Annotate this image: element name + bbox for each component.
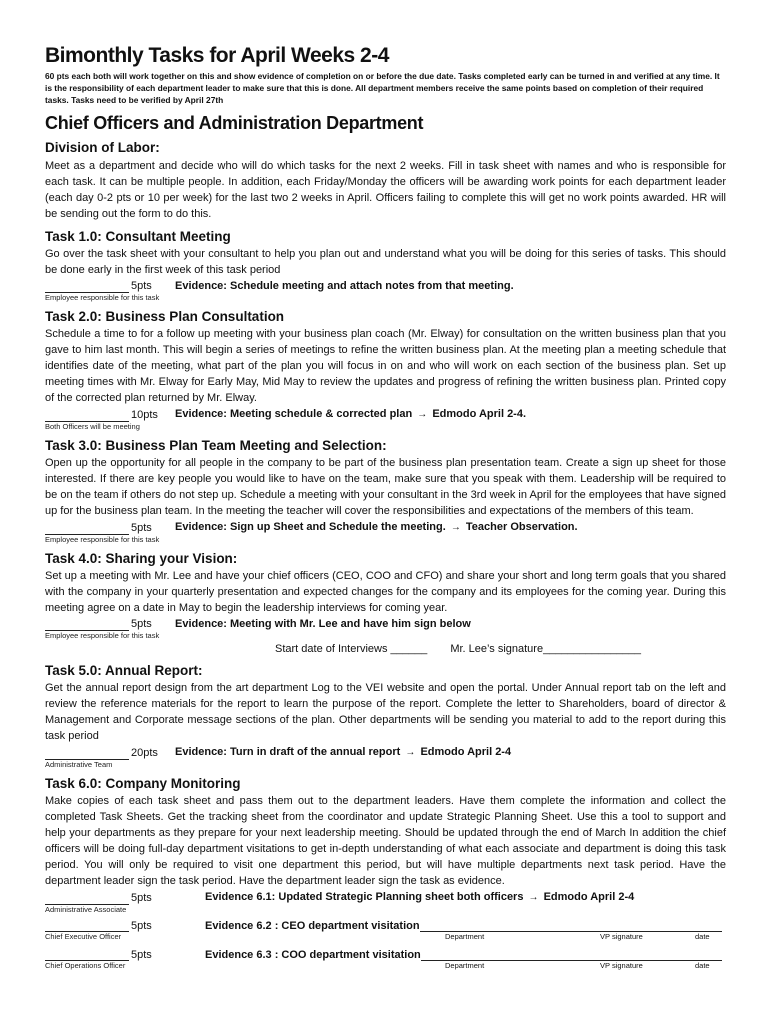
name-blank[interactable] xyxy=(45,281,129,293)
signature-line xyxy=(275,642,726,656)
points: 5pts xyxy=(131,618,152,630)
evidence-text: Evidence 6.3 : COO department visitation xyxy=(205,949,421,961)
evidence-after: Edmodo April 2-4 xyxy=(543,891,635,903)
role-label: Employee responsible for this task xyxy=(45,293,160,302)
start-date-field[interactable]: Start date of Interviews ______ xyxy=(275,643,428,655)
department-title: Chief Officers and Administration Department xyxy=(45,113,424,133)
sub-labels xyxy=(45,961,726,970)
evidence-row xyxy=(45,949,726,961)
task-4 xyxy=(45,550,726,656)
sub-labels xyxy=(45,932,726,941)
role-label: Chief Operations Officer xyxy=(45,961,126,970)
evidence-row xyxy=(45,407,726,422)
name-blank[interactable] xyxy=(45,410,129,422)
evidence-row xyxy=(45,617,726,631)
division-title: Division of Labor: xyxy=(45,140,160,155)
points: 5pts xyxy=(131,280,152,292)
task-5 xyxy=(45,662,726,769)
evidence-text xyxy=(175,520,578,535)
arrow-right-icon: → xyxy=(450,522,461,533)
task-text: Open up the opportunity for all people in the company to be part of the business plan presentation team. Create a sign up sheet for those interested. If there are key people you would like to have on the team, make sure that you speak with them. Leadership will be required to be on the team if others do not step up. Schedule a meeting with your consultant in the 3rd week in April for the employees that have signed up for the business plan team. In the meeting the teacher will cover the responsibilities and expectations of the members of this team. xyxy=(45,457,726,517)
name-blank[interactable] xyxy=(45,949,129,961)
lee-signature-field[interactable]: Mr. Lee’s signature________________ xyxy=(450,643,641,655)
role-label: Employee responsible for this task xyxy=(45,535,160,544)
evidence-row xyxy=(45,520,726,535)
task-text: Schedule a time to for a follow up meeting with your business plan coach (Mr. Elway) for consultation on the written business plan that you gave to him last month. This will begin a series of meetings to refine the written business plan. At the meeting plan a meeting schedule that identifies date of the meeting, what part of the plan you will focus in on and who will work on each section of the business plan. Set up meeting times with Mr. Elway for Early May, Mid May to review the updates and progress of refining the written business plan. Printed copy of the corrected plan returned by Mr. Elway. xyxy=(45,328,726,404)
task-1 xyxy=(45,228,726,302)
task-text: Get the annual report design from the art department Log to the VEI website and open the portal. Under Annual report tab on the left and review the reference materials for the report to learn the purpose of the report. Complete the letter to Shareholders, board of director & Management and Corporate message sections of the plan. Other departments will be sending you material to add to the report during this task period xyxy=(45,682,726,742)
evidence-text: Evidence: Schedule meeting and attach notes from that meeting. xyxy=(175,280,514,292)
role-label: Chief Executive Officer xyxy=(45,932,122,941)
division-section xyxy=(45,140,726,222)
evidence-row xyxy=(45,279,726,293)
arrow-right-icon: → xyxy=(528,892,539,903)
name-blank[interactable] xyxy=(45,748,129,760)
task-title: Task 4.0: Sharing your Vision: xyxy=(45,551,238,566)
vp-signature-label: VP signature xyxy=(600,961,643,970)
task-3 xyxy=(45,437,726,544)
task-title: Task 2.0: Business Plan Consultation xyxy=(45,309,285,324)
document-title: Bimonthly Tasks for April Weeks 2-4 xyxy=(45,44,389,67)
visitation-signature-blank[interactable] xyxy=(420,920,722,932)
task-title: Task 5.0: Annual Report: xyxy=(45,663,203,678)
name-blank[interactable] xyxy=(45,920,129,932)
points: 5pts xyxy=(131,522,152,534)
division-text: Meet as a department and decide who will do which tasks for the next 2 weeks. Fill in task sheet with names and who is responsible for each task. It can be multiple people. In addition, each Friday/Monday the officers will be awarding work points for each department leader (each day 0-2 pts or 10 per week) for the last two 2 weeks in April. Officers failing to complete this will get no work points awarded. HR will be sending out the form to do this. xyxy=(45,160,726,220)
points: 10pts xyxy=(131,409,158,421)
role-label: Both Officers will be meeting xyxy=(45,422,140,431)
evidence-main: Evidence: Sign up Sheet and Schedule the meeting. xyxy=(175,521,446,533)
role-label: Administrative Associate xyxy=(45,905,127,914)
visitation-signature-blank[interactable] xyxy=(421,949,722,961)
vp-signature-label: VP signature xyxy=(600,932,643,941)
arrow-right-icon: → xyxy=(417,409,428,420)
name-blank[interactable] xyxy=(45,893,129,905)
role-label: Employee responsible for this task xyxy=(45,631,160,640)
task-text: Go over the task sheet with your consultant to help you plan out and understand what you will be doing for this series of tasks. This should be done early in the first week of this task period xyxy=(45,248,726,276)
task-title: Task 1.0: Consultant Meeting xyxy=(45,229,231,244)
evidence-row xyxy=(45,920,726,932)
date-label: date xyxy=(695,932,710,941)
task-text: Make copies of each task sheet and pass them out to the department leaders. Have them complete the information and collect the completed Task Sheets. Get the tracking sheet from the coordinator and update Strategic Planning Sheet. Use this a tool to support and help your departments as they prepare for your next leadership meeting. Should be updated through the end of March In addition the chief officers will be doing full-day department visitations to get in-depth understanding of what each associate and department is doing this task period. You will only be required to visit one department this period, but will have multiple departments next task period. Have the department leader sign the task period. Have the department leader sign the task as evidence. xyxy=(45,795,726,887)
intro-text: 60 pts each both will work together on this and show evidence of completion on or before the due date. Tasks completed early can be turned in and verified at any time. It is the responsibility of each department leader to make sure that this is done. All department members receive the same points based on completion of their required tasks. Tasks need to be verified by April 27th xyxy=(45,71,720,105)
role-label: Administrative Team xyxy=(45,760,113,769)
evidence-text: Evidence 6.2 : CEO department visitation xyxy=(205,920,420,932)
name-blank[interactable] xyxy=(45,523,129,535)
evidence-text xyxy=(175,745,511,760)
date-label: date xyxy=(695,961,710,970)
evidence-after: Teacher Observation. xyxy=(465,521,578,533)
evidence-row xyxy=(45,745,726,760)
task-2 xyxy=(45,308,726,431)
points: 20pts xyxy=(131,747,158,759)
name-blank[interactable] xyxy=(45,619,129,631)
task-title: Task 6.0: Company Monitoring xyxy=(45,776,241,791)
points: 5pts xyxy=(131,949,152,961)
evidence-row xyxy=(45,890,726,905)
evidence-after: Edmodo April 2-4. xyxy=(432,408,527,420)
department-label: Department xyxy=(445,932,485,941)
task-text: Set up a meeting with Mr. Lee and have your chief officers (CEO, COO and CFO) and share your short and long term goals that you shared with the company in your quarterly presentation and expected changes for the company and its employees for the coming year. During this meeting agree on a date in May to begin the leadership interviews for coming year. xyxy=(45,570,726,614)
task-title: Task 3.0: Business Plan Team Meeting and Selection: xyxy=(45,438,387,453)
evidence-main: Evidence: Turn in draft of the annual report xyxy=(175,746,401,758)
task-6 xyxy=(45,775,726,970)
points: 5pts xyxy=(131,892,152,904)
evidence-main: Evidence: Meeting schedule & corrected plan xyxy=(175,408,413,420)
points: 5pts xyxy=(131,920,152,932)
evidence-text: Evidence: Meeting with Mr. Lee and have him sign below xyxy=(175,618,471,630)
arrow-right-icon: → xyxy=(405,747,416,758)
evidence-main: Evidence 6.1: Updated Strategic Planning sheet both officers xyxy=(205,891,524,903)
evidence-text xyxy=(205,890,634,905)
department-label: Department xyxy=(445,961,485,970)
evidence-after: Edmodo April 2-4 xyxy=(420,746,512,758)
evidence-text xyxy=(175,407,526,422)
